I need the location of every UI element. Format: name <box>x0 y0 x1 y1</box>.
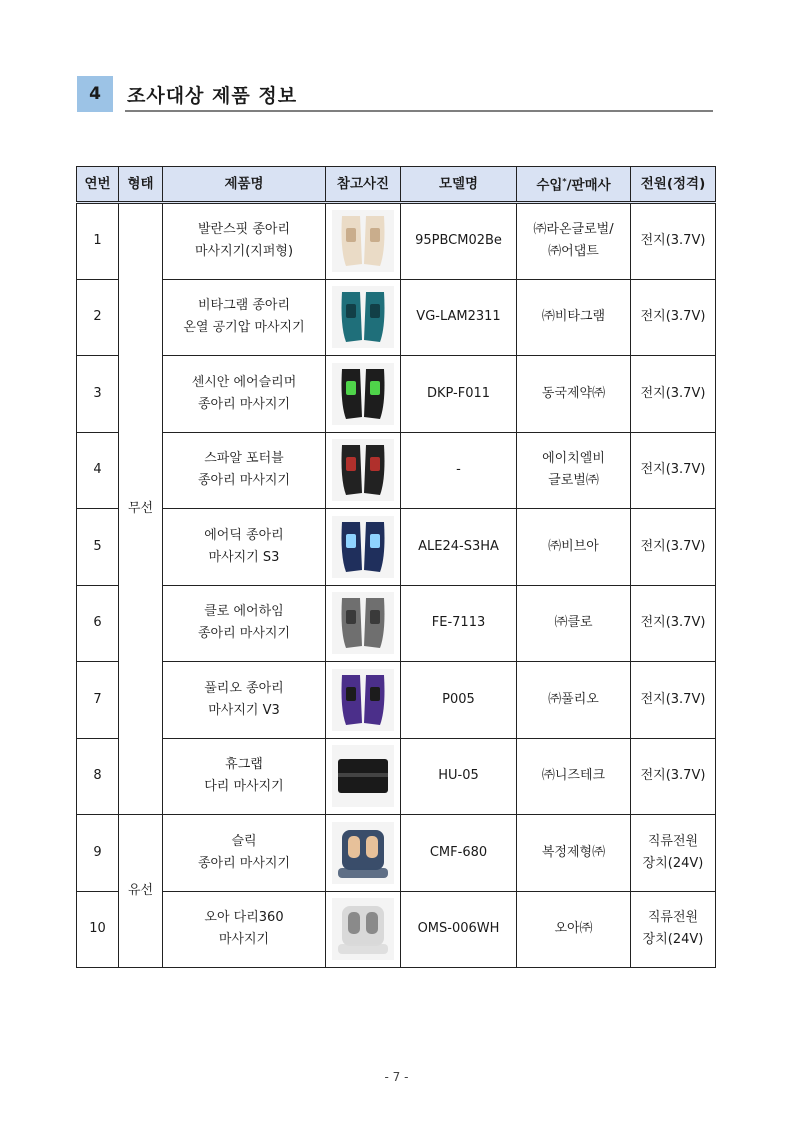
row-no: 4 <box>77 432 119 509</box>
product-name: 슬릭 종아리 마사지기 <box>163 815 326 892</box>
gray-calf-massager-icon <box>332 592 394 654</box>
row-no: 1 <box>77 203 119 280</box>
table-header-row <box>77 167 716 203</box>
purple-calf-massager-icon <box>332 669 394 731</box>
product-name: 에어딕 종아리 마사지기 S3 <box>163 509 326 586</box>
power-rating: 전지(3.7V) <box>631 662 716 739</box>
product-name: 스파알 포터블 종아리 마사지기 <box>163 432 326 509</box>
header-seller <box>517 167 631 203</box>
table-row <box>77 432 716 509</box>
power-rating: 직류전원 장치(24V) <box>631 815 716 892</box>
row-no: 7 <box>77 662 119 739</box>
model-name: HU-05 <box>401 738 517 815</box>
product-photo <box>326 432 401 509</box>
black-calf-massager-icon <box>332 363 394 425</box>
model-name: CMF-680 <box>401 815 517 892</box>
section-header <box>77 76 713 112</box>
row-no: 2 <box>77 279 119 356</box>
section-number: 4 <box>77 76 113 112</box>
product-photo <box>326 203 401 280</box>
product-photo <box>326 738 401 815</box>
foot-calf-machine-white-icon <box>332 898 394 960</box>
product-name: 휴그랩 다리 마사지기 <box>163 738 326 815</box>
product-photo <box>326 279 401 356</box>
header-type: 형태 <box>119 167 163 203</box>
header-power: 전원(정격) <box>631 167 716 203</box>
product-name: 오아 다리360 마사지기 <box>163 891 326 968</box>
seller-name: 오아㈜ <box>517 891 631 968</box>
product-name: 비타그램 종아리 온열 공기압 마사지기 <box>163 279 326 356</box>
beige-calf-massager-icon <box>332 210 394 272</box>
section-title: 조사대상 제품 정보 <box>127 85 298 107</box>
foot-calf-machine-blue-icon <box>332 822 394 884</box>
row-no: 6 <box>77 585 119 662</box>
seller-name: 복정제형㈜ <box>517 815 631 892</box>
seller-name: ㈜니즈테크 <box>517 738 631 815</box>
table-row <box>77 356 716 433</box>
model-name: OMS-006WH <box>401 891 517 968</box>
table-row <box>77 279 716 356</box>
product-photo <box>326 356 401 433</box>
row-no: 8 <box>77 738 119 815</box>
model-name: 95PBCM02Be <box>401 203 517 280</box>
type-wireless: 무선 <box>119 203 163 815</box>
model-name: P005 <box>401 662 517 739</box>
header-seller-prefix: 수입 <box>536 177 563 194</box>
table-row <box>77 662 716 739</box>
row-no: 5 <box>77 509 119 586</box>
table-row <box>77 203 716 280</box>
product-photo <box>326 815 401 892</box>
seller-name: ㈜비타그램 <box>517 279 631 356</box>
power-rating: 전지(3.7V) <box>631 356 716 433</box>
seller-name: 동국제약㈜ <box>517 356 631 433</box>
table-row <box>77 815 716 892</box>
table-row <box>77 891 716 968</box>
product-table <box>76 166 716 968</box>
header-seller-suffix: /판매사 <box>566 177 611 194</box>
black-strap-calf-massager-icon <box>332 439 394 501</box>
model-name: FE-7113 <box>401 585 517 662</box>
header-photo: 참고사진 <box>326 167 401 203</box>
black-wrap-massager-icon <box>332 745 394 807</box>
seller-name: ㈜라온글로벌/ ㈜어댑트 <box>517 203 631 280</box>
model-name: ALE24-S3HA <box>401 509 517 586</box>
row-no: 3 <box>77 356 119 433</box>
power-rating: 전지(3.7V) <box>631 509 716 586</box>
page-number: - 7 - <box>384 1070 409 1084</box>
product-name: 센시안 에어슬리머 종아리 마사지기 <box>163 356 326 433</box>
seller-name: ㈜풀리오 <box>517 662 631 739</box>
navy-calf-massager-icon <box>332 516 394 578</box>
teal-calf-massager-icon <box>332 286 394 348</box>
product-name: 발란스핏 종아리 마사지기(지퍼형) <box>163 203 326 280</box>
row-no: 10 <box>77 891 119 968</box>
product-name: 클로 에어하임 종아리 마사지기 <box>163 585 326 662</box>
product-name: 풀리오 종아리 마사지기 V3 <box>163 662 326 739</box>
seller-name: ㈜클로 <box>517 585 631 662</box>
section-divider <box>125 110 713 112</box>
power-rating: 전지(3.7V) <box>631 738 716 815</box>
power-rating: 전지(3.7V) <box>631 203 716 280</box>
power-rating: 직류전원 장치(24V) <box>631 891 716 968</box>
model-name: VG-LAM2311 <box>401 279 517 356</box>
product-photo <box>326 662 401 739</box>
power-rating: 전지(3.7V) <box>631 585 716 662</box>
product-photo <box>326 509 401 586</box>
table-row <box>77 585 716 662</box>
type-wired: 유선 <box>119 815 163 968</box>
seller-name: 에이치엘비 글로벌㈜ <box>517 432 631 509</box>
table-row <box>77 509 716 586</box>
seller-name: ㈜비브아 <box>517 509 631 586</box>
model-name: - <box>401 432 517 509</box>
header-no: 연번 <box>77 167 119 203</box>
model-name: DKP-F011 <box>401 356 517 433</box>
table-row <box>77 738 716 815</box>
header-model: 모델명 <box>401 167 517 203</box>
header-name: 제품명 <box>163 167 326 203</box>
header-seller-mark: * <box>562 177 567 187</box>
product-photo <box>326 585 401 662</box>
power-rating: 전지(3.7V) <box>631 279 716 356</box>
power-rating: 전지(3.7V) <box>631 432 716 509</box>
row-no: 9 <box>77 815 119 892</box>
product-photo <box>326 891 401 968</box>
